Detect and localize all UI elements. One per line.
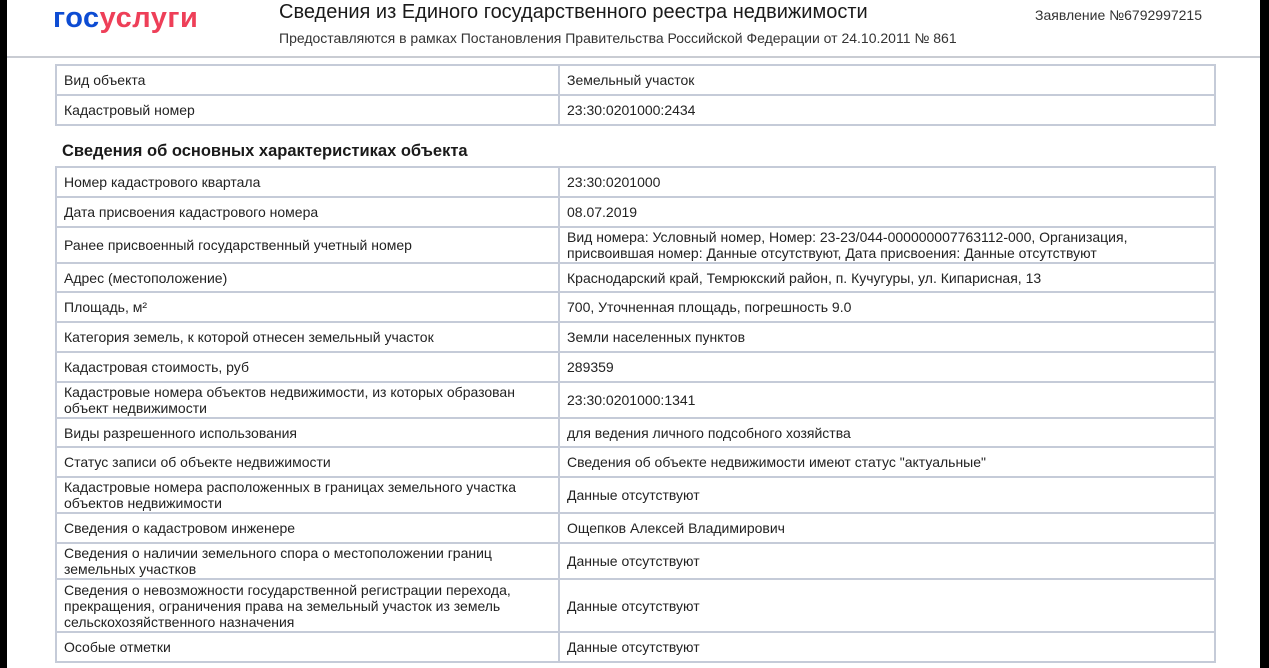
- table-row: [56, 579, 1215, 632]
- row-label: Дата присвоения кадастрового номера: [56, 197, 559, 227]
- table-row: [56, 197, 1215, 227]
- row-value: Земельный участок: [559, 65, 1215, 95]
- row-value: 289359: [559, 352, 1215, 382]
- header-divider: [7, 56, 1260, 58]
- section-title: Сведения об основных характеристиках объекта: [62, 142, 468, 160]
- table-row: [56, 322, 1215, 352]
- logo-part-1: гос: [53, 2, 100, 34]
- row-value: 23:30:0201000:2434: [559, 95, 1215, 125]
- table-row: [56, 167, 1215, 197]
- row-label: Кадастровая стоимость, руб: [56, 352, 559, 382]
- row-value: Данные отсутствуют: [559, 477, 1215, 513]
- object-table: [55, 64, 1216, 126]
- table-row: [56, 95, 1215, 125]
- row-label: Сведения о наличии земельного спора о местоположении границ земельных участков: [56, 543, 559, 579]
- table-row: [56, 632, 1215, 662]
- row-label: Ранее присвоенный государственный учетный номер: [56, 227, 559, 263]
- row-value: Сведения об объекте недвижимости имеют статус "актуальные": [559, 447, 1215, 477]
- row-label: Категория земель, к которой отнесен земельный участок: [56, 322, 559, 352]
- row-value: Краснодарский край, Темрюкский район, п. Кучугуры, ул. Кипарисная, 13: [559, 263, 1215, 292]
- table-row: [56, 418, 1215, 447]
- table-row: [56, 477, 1215, 513]
- table-row: [56, 263, 1215, 292]
- gosuslugi-logo: [53, 2, 198, 35]
- row-value: 23:30:0201000: [559, 167, 1215, 197]
- row-value: Данные отсутствуют: [559, 579, 1215, 632]
- row-label: Номер кадастрового квартала: [56, 167, 559, 197]
- row-value: для ведения личного подсобного хозяйства: [559, 418, 1215, 447]
- row-value: 23:30:0201000:1341: [559, 382, 1215, 418]
- row-label: Статус записи об объекте недвижимости: [56, 447, 559, 477]
- row-label: Площадь, м²: [56, 292, 559, 322]
- row-label: Сведения о кадастровом инженере: [56, 513, 559, 543]
- table-row: [56, 292, 1215, 322]
- table-row: [56, 447, 1215, 477]
- document-title: Сведения из Единого государственного реестра недвижимости: [279, 1, 868, 23]
- row-value: Данные отсутствуют: [559, 632, 1215, 662]
- row-value: Ощепков Алексей Владимирович: [559, 513, 1215, 543]
- table-row: [56, 382, 1215, 418]
- table-row: [56, 352, 1215, 382]
- row-label: Кадастровые номера объектов недвижимости, из которых образован объект недвижимости: [56, 382, 559, 418]
- table-row: [56, 65, 1215, 95]
- row-label: Особые отметки: [56, 632, 559, 662]
- row-value: Данные отсутствуют: [559, 543, 1215, 579]
- row-value: Вид номера: Условный номер, Номер: 23-23/044-000000007763112-000, Организация, присвоившая номер: Данные отсутствуют, Дата присвоения: Данные отсутствуют: [559, 227, 1215, 263]
- row-value: Земли населенных пунктов: [559, 322, 1215, 352]
- table-row: [56, 543, 1215, 579]
- logo-part-2: услуги: [99, 2, 199, 34]
- row-value: 700, Уточненная площадь, погрешность 9.0: [559, 292, 1215, 322]
- row-value: 08.07.2019: [559, 197, 1215, 227]
- application-number: Заявление №6792997215: [1035, 7, 1203, 23]
- row-label: Кадастровые номера расположенных в границах земельного участка объектов недвижимости: [56, 477, 559, 513]
- characteristics-table: [55, 166, 1216, 663]
- document-page: [7, 0, 1260, 668]
- row-label: Адрес (местоположение): [56, 263, 559, 292]
- row-label: Виды разрешенного использования: [56, 418, 559, 447]
- row-label: Кадастровый номер: [56, 95, 559, 125]
- row-label: Вид объекта: [56, 65, 559, 95]
- table-row: [56, 227, 1215, 263]
- document-subtitle: Предоставляются в рамках Постановления Правительства Российской Федерации от 24.10.2011 № 861: [279, 30, 957, 46]
- table-row: [56, 513, 1215, 543]
- row-label: Сведения о невозможности государственной регистрации перехода, прекращения, ограничения права на земельный участок из земель сельскохозяйственного назначения: [56, 579, 559, 632]
